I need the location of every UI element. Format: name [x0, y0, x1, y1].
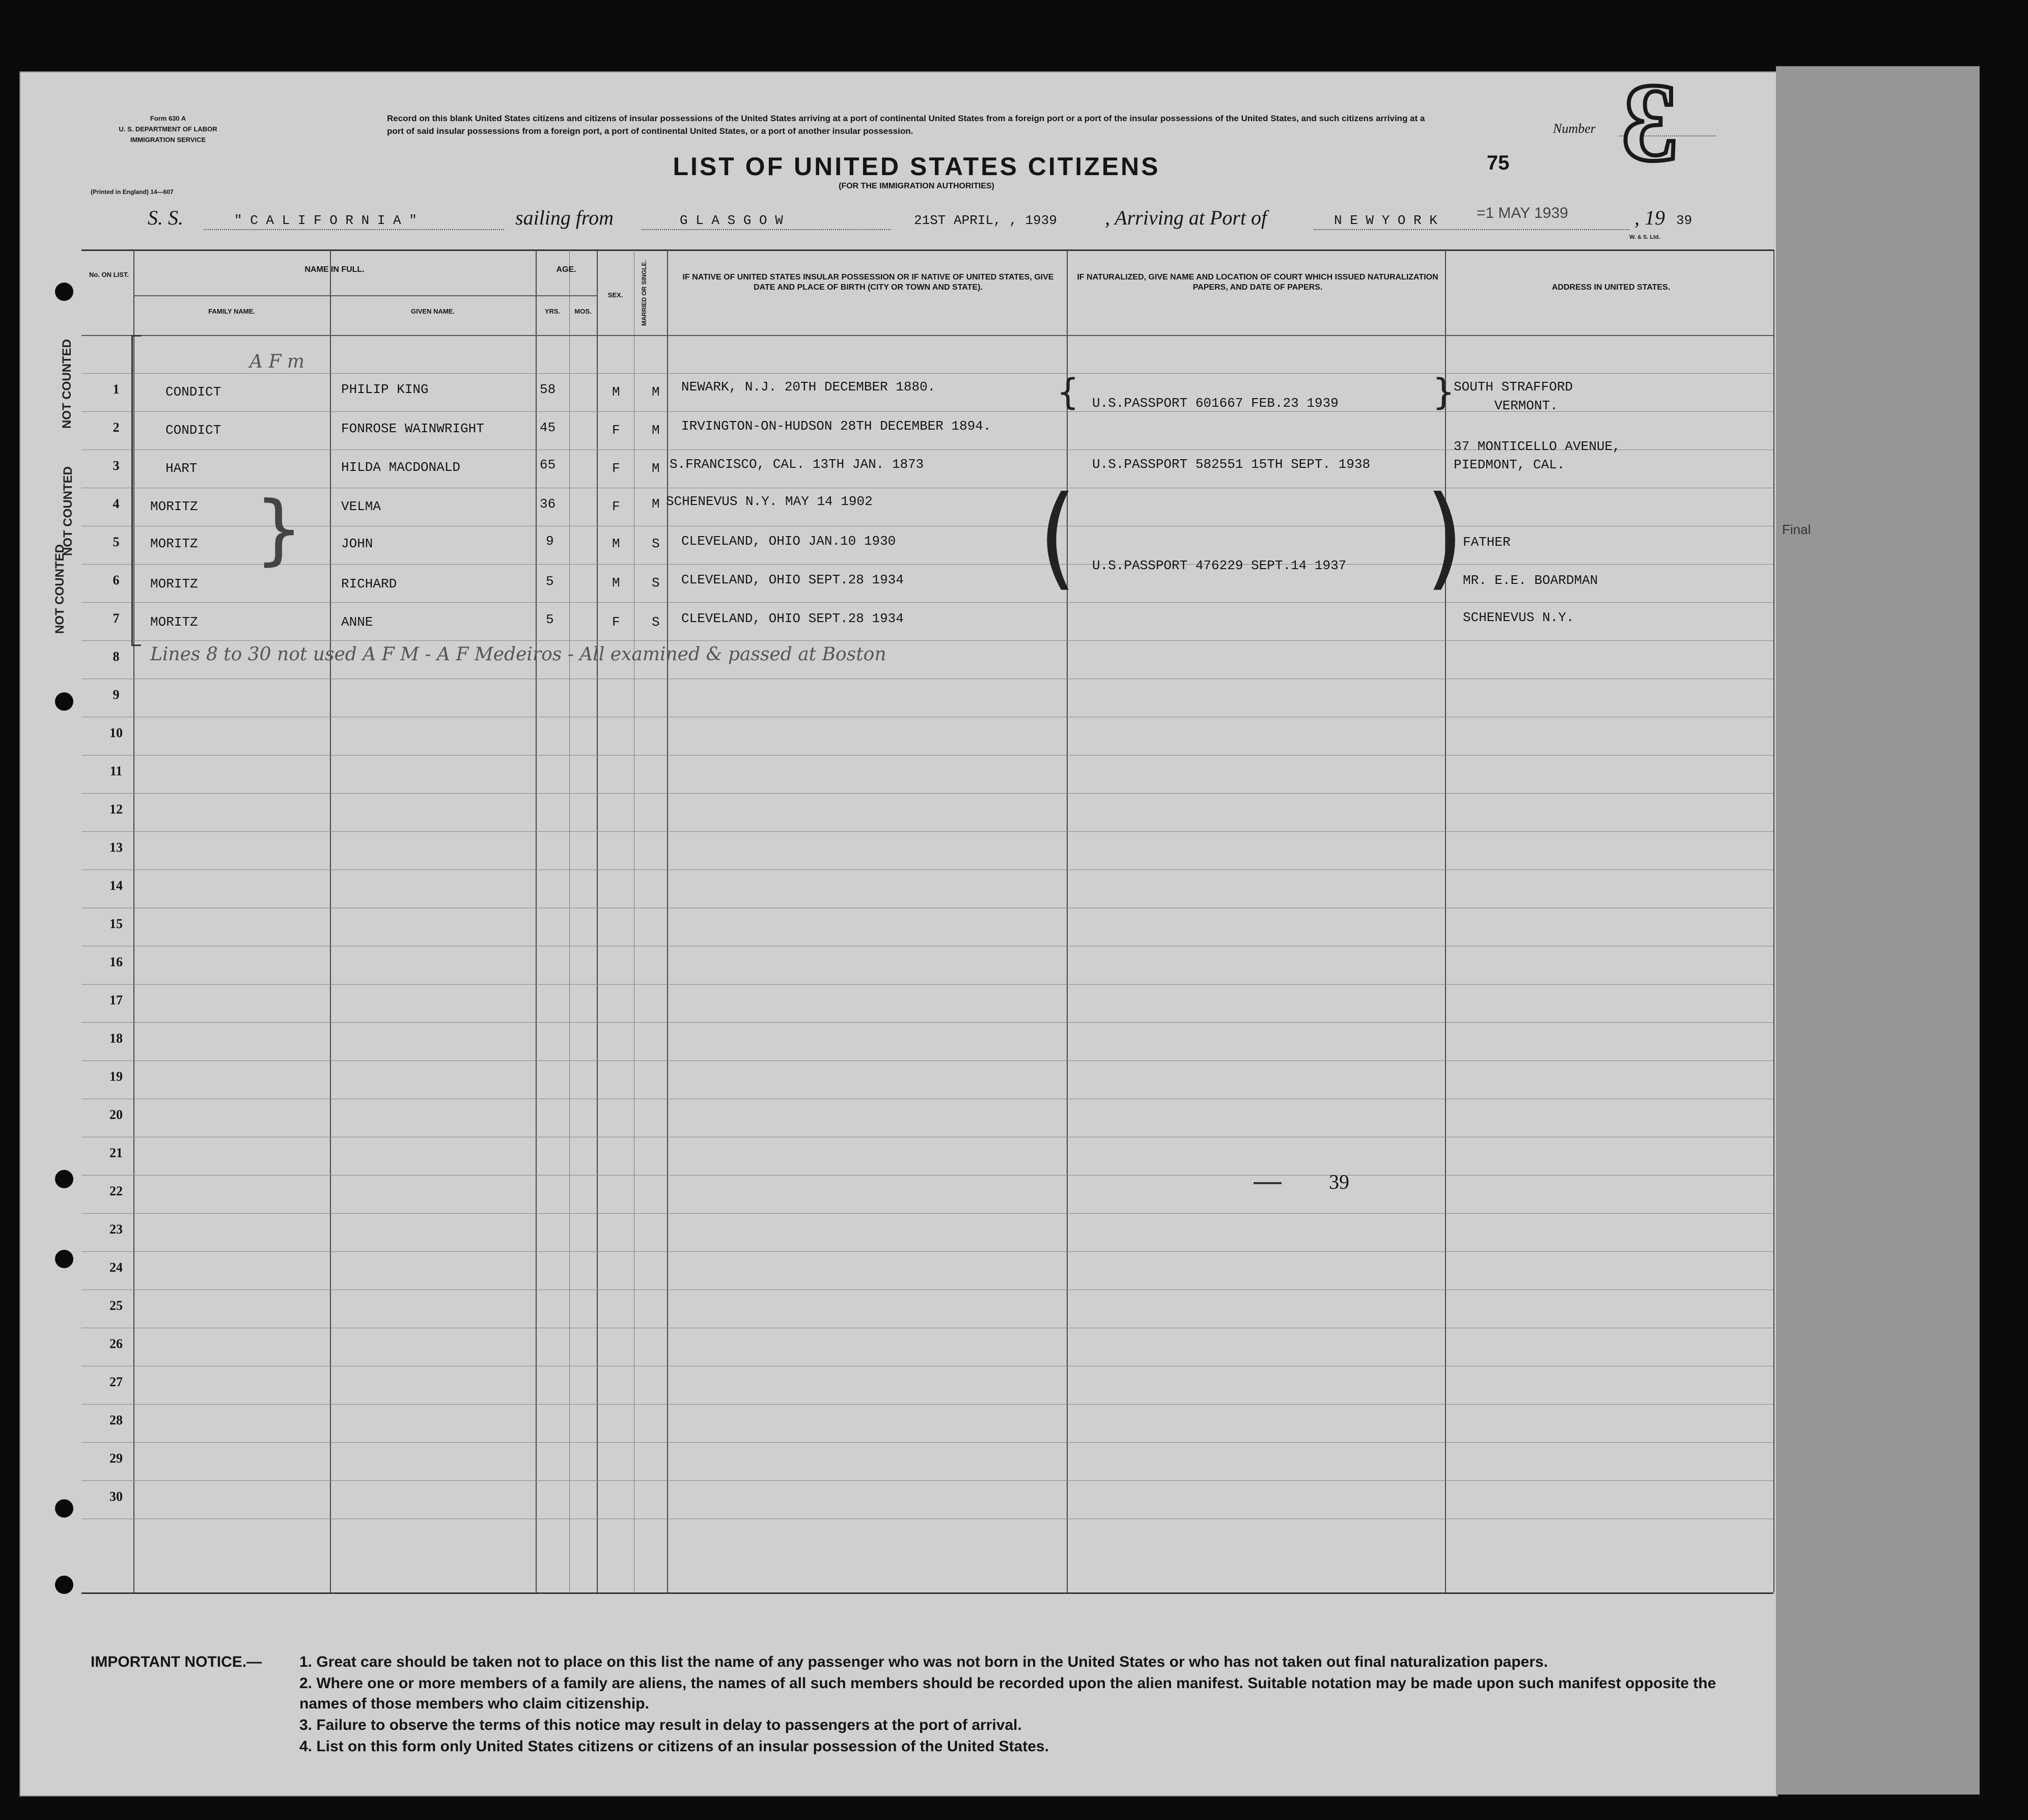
row-rule — [81, 984, 1773, 985]
row-number: 13 — [109, 840, 123, 855]
us-address: MR. E.E. BOARDMAN — [1463, 573, 1598, 588]
row-rule — [81, 1404, 1773, 1405]
handwritten-note: Lines 8 to 30 not used A F M - A F Medeiros - All examined & passed at Boston — [150, 644, 886, 665]
marital-status: S — [652, 536, 660, 551]
number-label: Number — [1553, 121, 1596, 136]
ss-label: S. S. — [148, 206, 183, 229]
us-address: 37 MONTICELLO AVENUE, — [1454, 439, 1621, 454]
row-number: 8 — [113, 649, 120, 664]
name-subheader-rule — [133, 295, 536, 296]
col-divider — [667, 249, 668, 1592]
not-counted-stamp: NOT COUNTED — [61, 466, 75, 556]
port-to-line — [1314, 229, 1629, 230]
row-number: 19 — [109, 1069, 123, 1084]
given-name: VELMA — [341, 499, 381, 514]
age: 5 — [546, 574, 554, 589]
marital-status: M — [652, 423, 660, 438]
naturalization-papers: U.S.PASSPORT 601667 FEB.23 1939 — [1092, 396, 1339, 411]
notice-item: 1. Great care should be taken not to place on this list the name of any passenger who was not born in the United States or who has not taken out final naturalization papers. — [299, 1654, 1548, 1670]
form-identifier — [76, 113, 260, 145]
row-number: 14 — [109, 878, 123, 893]
form-number: Form 630 A — [150, 115, 186, 122]
row-rule — [81, 1022, 1773, 1023]
department-name: U. S. DEPARTMENT OF LABOR — [119, 125, 217, 133]
given-name: JOHN — [341, 536, 373, 551]
sex: M — [612, 575, 620, 591]
birth-info: SCHENEVUS N.Y. MAY 14 1902 — [666, 494, 873, 509]
us-address: SOUTH STRAFFORD — [1454, 379, 1573, 395]
given-name: HILDA MACDONALD — [341, 460, 461, 475]
row-number: 16 — [109, 955, 123, 969]
family-name: MORITZ — [150, 576, 198, 592]
group-brace: } — [255, 485, 303, 574]
marital-status: M — [652, 461, 660, 476]
page-subtitle: (FOR THE IMMIGRATION AUTHORITIES) — [839, 182, 994, 190]
punch-hole — [55, 1499, 73, 1518]
row-number: 20 — [109, 1107, 123, 1122]
naturalization-papers: U.S.PASSPORT 582551 15TH SEPT. 1938 — [1092, 457, 1371, 472]
sailing-date: 21ST APRIL, , 1939 — [914, 213, 1057, 228]
family-name: HART — [165, 461, 198, 476]
row-rule — [81, 1251, 1773, 1252]
page-title: LIST OF UNITED STATES CITIZENS — [673, 152, 1160, 181]
row-rule — [81, 1480, 1773, 1481]
col-age: AGE. — [556, 265, 576, 274]
sex: F — [612, 461, 620, 476]
row-number: 29 — [109, 1451, 123, 1466]
row-number: 21 — [109, 1145, 123, 1160]
handwritten-initials: A F m — [249, 351, 304, 372]
col-divider — [1067, 249, 1068, 1592]
col-divider — [1773, 249, 1774, 1592]
marital-status: M — [652, 384, 660, 400]
us-address: SCHENEVUS N.Y. — [1463, 610, 1574, 625]
col-naturalized: IF NATURALIZED, GIVE NAME AND LOCATION OF COURT WHICH ISSUED NATURALIZATION PAPERS, AND DATE OF PAPERS. — [1077, 273, 1438, 292]
row-number: 22 — [109, 1184, 123, 1198]
row-number: 27 — [109, 1375, 123, 1389]
list-number: 3 — [1622, 60, 1678, 184]
row-number: 12 — [109, 802, 123, 817]
row-number: 26 — [109, 1336, 123, 1351]
col-divider — [1445, 249, 1446, 1592]
printed-in: (Printed in England) 14—607 — [91, 188, 174, 195]
not-counted-stamp: NOT COUNTED — [60, 339, 74, 429]
birth-info: NEWARK, N.J. 20TH DECEMBER 1880. — [681, 379, 936, 395]
row-number: 9 — [113, 687, 120, 702]
arrival-stamp: =1 MAY 1939 — [1477, 205, 1568, 221]
arriving-label: , Arriving at Port of — [1105, 206, 1267, 229]
row-number: 11 — [109, 764, 123, 778]
family-name: CONDICT — [165, 384, 221, 400]
binding-stub — [1776, 66, 1980, 1795]
us-address: VERMONT. — [1494, 398, 1558, 413]
notice-label: IMPORTANT NOTICE.— — [91, 1654, 262, 1670]
given-name: FONROSE WAINWRIGHT — [341, 421, 484, 436]
row-rule — [81, 1442, 1773, 1443]
row-number: 5 — [113, 535, 120, 549]
birth-info: S.FRANCISCO, CAL. 13TH JAN. 1873 — [670, 457, 924, 472]
row-rule — [81, 564, 1773, 565]
stub-text: Final — [1782, 522, 1811, 537]
not-counted-stamp: NOT COUNTED — [53, 544, 67, 634]
age: 58 — [540, 382, 556, 397]
punch-hole — [55, 1250, 73, 1268]
port-from: G L A S G O W — [680, 213, 783, 228]
col-mos: MOS. — [574, 307, 592, 315]
col-birth: IF NATIVE OF UNITED STATES INSULAR POSSESSION OR IF NATIVE OF UNITED STATES, GIVE DATE AND PLACE OF BIRTH (CITY OR TOWN AND STATE). — [682, 273, 1054, 292]
sex: F — [612, 614, 620, 630]
col-family-name: FAMILY NAME. — [208, 307, 255, 315]
col-married-single: MARRIED OR SINGLE. — [641, 260, 648, 326]
row-number: 10 — [109, 725, 123, 740]
row-number: 15 — [109, 916, 123, 931]
row-rule — [81, 793, 1773, 794]
age: 5 — [546, 612, 554, 627]
us-address: FATHER — [1463, 535, 1511, 550]
row-rule — [81, 1060, 1773, 1061]
row-number: 3 — [113, 458, 120, 473]
row-number: 7 — [113, 611, 120, 626]
row-number: 24 — [109, 1260, 123, 1275]
col-divider — [569, 249, 570, 1592]
col-sex: SEX. — [607, 291, 623, 299]
col-divider — [330, 249, 331, 1592]
marital-status: S — [652, 614, 660, 630]
punch-hole — [55, 1576, 73, 1594]
row-number: 4 — [113, 496, 120, 511]
age: 36 — [540, 496, 556, 512]
row-number: 6 — [113, 573, 120, 587]
us-address-line2: PIEDMONT, CAL. — [1454, 457, 1565, 472]
group-brace: { — [1057, 371, 1079, 413]
birth-info: CLEVELAND, OHIO SEPT.28 1934 — [681, 572, 904, 587]
birth-info: CLEVELAND, OHIO SEPT.28 1934 — [681, 611, 904, 626]
sex: M — [612, 384, 620, 400]
given-name: RICHARD — [341, 576, 397, 592]
row-rule — [81, 640, 1773, 641]
row-number: 17 — [109, 993, 123, 1007]
birth-info: IRVINGTON-ON-HUDSON 28TH DECEMBER 1894. — [681, 418, 991, 434]
notice-item: 3. Failure to observe the terms of this notice may result in delay to passengers at the port of arrival. — [299, 1717, 1022, 1733]
row-rule — [81, 1213, 1773, 1214]
age: 9 — [546, 534, 554, 549]
group-brace: } — [1432, 371, 1455, 413]
age-subheader-rule — [536, 295, 597, 296]
family-name: CONDICT — [165, 423, 221, 438]
header-bottom-rule — [81, 335, 1773, 336]
col-divider — [597, 249, 598, 1592]
row-number: 28 — [109, 1413, 123, 1427]
group-brace: ) — [1426, 472, 1464, 602]
page-number: 75 — [1487, 152, 1510, 174]
sex: M — [612, 536, 620, 551]
row-number: 23 — [109, 1222, 123, 1237]
given-name: ANNE — [341, 614, 373, 630]
row-rule — [81, 373, 1773, 374]
marital-status: S — [652, 575, 660, 591]
row-number: 2 — [113, 420, 120, 435]
family-name: MORITZ — [150, 499, 198, 514]
row-number: 30 — [109, 1489, 123, 1504]
family-name: MORITZ — [150, 536, 198, 551]
ship-name: " C A L I F O R N I A " — [234, 213, 417, 228]
row-rule — [81, 831, 1773, 832]
col-given-name: GIVEN NAME. — [411, 307, 455, 315]
row-number: 18 — [109, 1031, 123, 1046]
row-number: 25 — [109, 1298, 123, 1313]
total-count: 39 — [1329, 1170, 1349, 1193]
notice-item: 2. Where one or more members of a family are aliens, the names of all such members should be recorded upon the alien manifest. Suitable notation may be made upon such manifest opposite the names of those members who claim citizenship. — [299, 1675, 1716, 1712]
record-instructions: Record on this blank United States citizens and citizens of insular possessions of the United States arriving at a port of continental United States from a foreign port or a port of the insular possessions of the United States, and such citizens arriving at a port of said insular possessions from a foreign port, a port of continental United States, or a port of another insular possession. — [387, 114, 1425, 136]
punch-hole — [55, 692, 73, 711]
year-suffix: 39 — [1676, 213, 1692, 228]
service-name: IMMIGRATION SERVICE — [130, 136, 206, 144]
age: 65 — [540, 457, 556, 472]
age: 45 — [540, 420, 556, 435]
given-name: PHILIP KING — [341, 382, 429, 397]
notice-item: 4. List on this form only United States citizens or citizens of an insular possession of the United States. — [299, 1738, 1049, 1755]
sex: F — [612, 499, 620, 514]
col-no: No. ON LIST. — [89, 271, 129, 278]
group-brace: ( — [1039, 472, 1077, 602]
col-yrs: YRS. — [544, 307, 561, 315]
punch-hole — [55, 283, 73, 301]
row-number: 1 — [113, 382, 120, 397]
ship-name-line — [204, 229, 504, 230]
naturalization-papers: U.S.PASSPORT 476229 SEPT.14 1937 — [1092, 558, 1347, 573]
port-to: N E W Y O R K — [1334, 213, 1437, 228]
count-mark — [1254, 1182, 1282, 1184]
group-bracket — [131, 335, 141, 646]
col-name-in-full: NAME IN FULL. — [304, 265, 365, 274]
punch-hole — [55, 1170, 73, 1188]
birth-info: CLEVELAND, OHIO JAN.10 1930 — [681, 534, 896, 549]
family-name: MORITZ — [150, 614, 198, 630]
port-from-line — [642, 229, 891, 230]
printer-mark: W. & S. Ltd. — [1629, 234, 1660, 240]
row-rule — [81, 602, 1773, 603]
col-address: ADDRESS IN UNITED STATES. — [1551, 283, 1671, 292]
col-divider — [536, 249, 537, 1592]
sex: F — [612, 423, 620, 438]
year-prefix: , 19 — [1634, 206, 1665, 229]
sailing-label: sailing from — [515, 206, 614, 229]
marital-status: M — [652, 496, 660, 512]
